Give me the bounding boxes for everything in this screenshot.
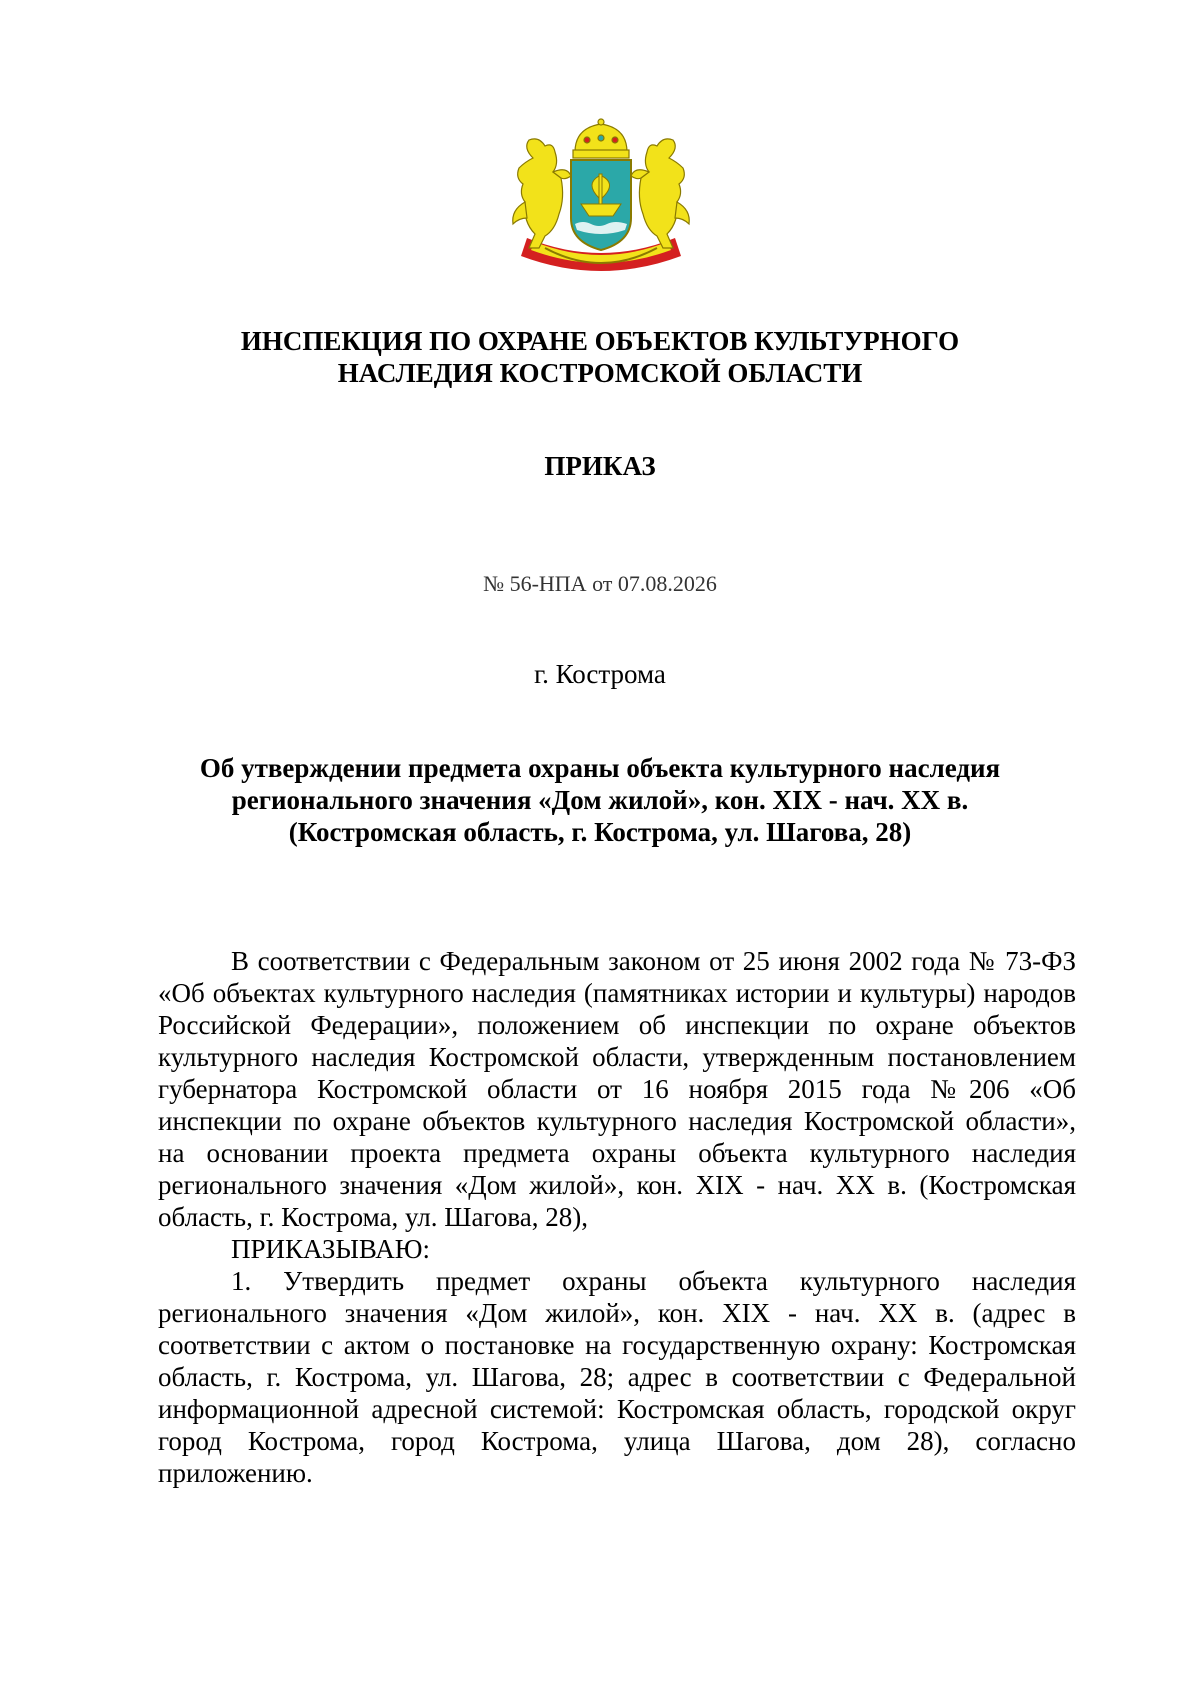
document-body: [158, 945, 1076, 1489]
organization-name-line-2: НАСЛЕДИЯ КОСТРОМСКОЙ ОБЛАСТИ: [337, 358, 863, 388]
coat-of-arms-icon: [505, 118, 697, 290]
subject-line-1: Об утверждении предмета охраны объекта культурного наследия: [199, 753, 1001, 783]
document-subject: [100, 752, 1100, 848]
document-city: г. Кострома: [534, 659, 666, 689]
document-type: ПРИКАЗ: [544, 451, 656, 481]
organization-name: [100, 325, 1100, 389]
subject-line-3: (Костромская область, г. Кострома, ул. Шагова, 28): [288, 817, 912, 847]
order-word: ПРИКАЗЫВАЮ:: [231, 1234, 430, 1264]
subject-line-2: регионального значения «Дом жилой», кон. XIX - нач. XX в.: [231, 785, 969, 815]
preamble-paragraph: В соответствии с Федеральным законом от 25 июня 2002 года № 73-ФЗ «Об объектах культурного наследия (памятниках истории и культуры) народов Российской Федерации», положением об инспекции по охране объектов культурного наследия Костромской области, утвержденным постановлением губернатора Костромской области от 16 ноября 2015 года №206 «Об инспекции по охране объектов культурного наследия Костромской области», на основании проекта предмета охраны объекта культурного наследия регионального значения «Дом жилой», кон. XIX - нач. XX в. (Костромская область, г. Кострома, ул. Шагова, 28),: [158, 946, 1076, 1232]
organization-name-line-1: ИНСПЕКЦИЯ ПО ОХРАНЕ ОБЪЕКТОВ КУЛЬТУРНОГО: [240, 326, 960, 356]
order-item-1: 1. Утвердить предмет охраны объекта культурного наследия регионального значения «Дом жилой», кон. XIX - нач. XX в. (адрес в соответствии с актом о постановке на государственную охрану: Костромская область, г. Кострома, ул. Шагова, 28; адрес в соответствии с Федеральной информационной адресной системой: Костромская область, городской округ город Кострома, город Кострома, улица Шагова, дом 28), согласно приложению.: [158, 1266, 1076, 1488]
document-number: № 56-НПА от 07.08.2026: [483, 571, 717, 596]
